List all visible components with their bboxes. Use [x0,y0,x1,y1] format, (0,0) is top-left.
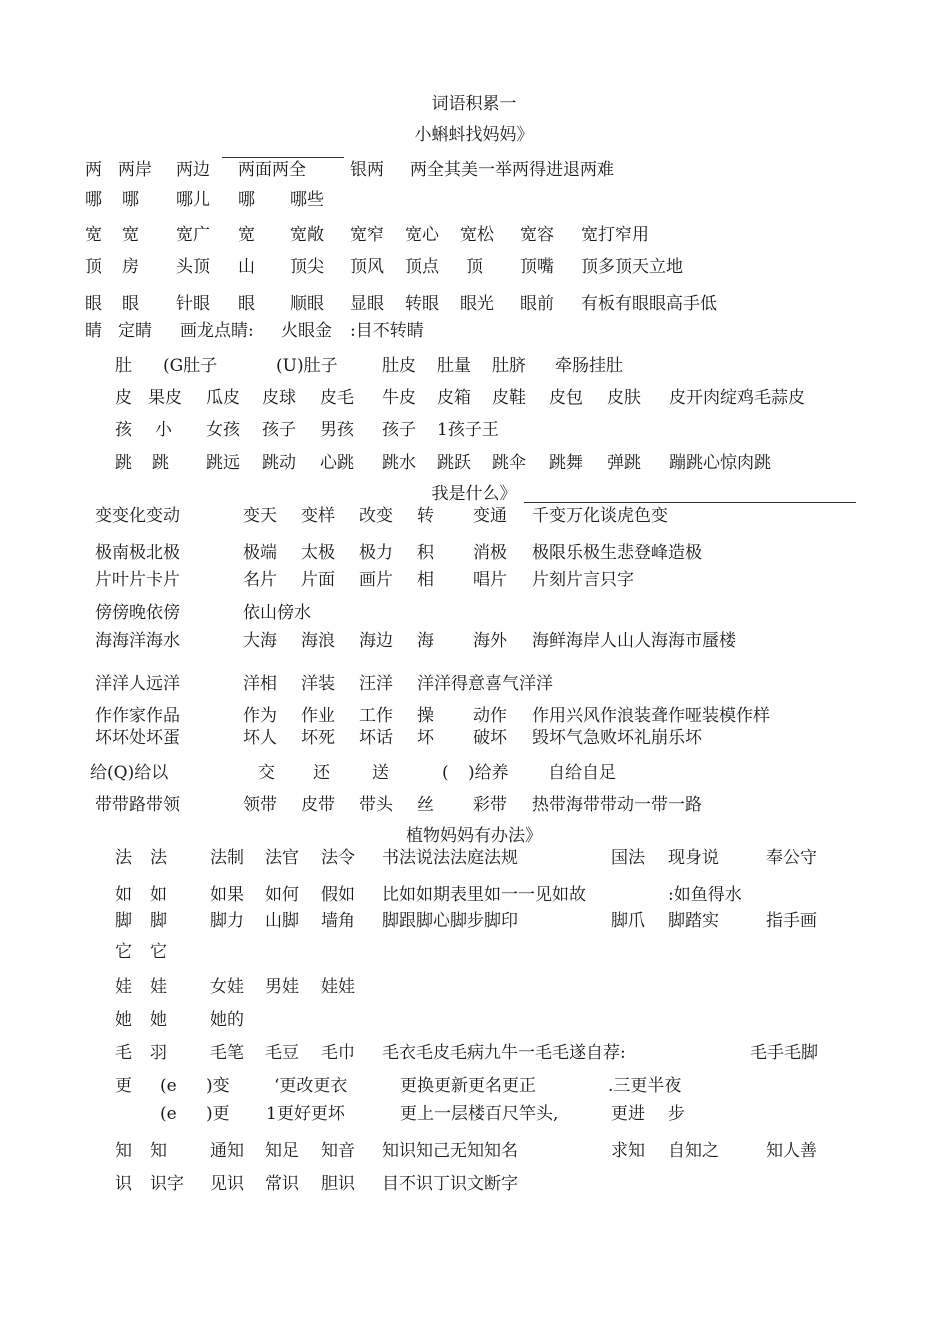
word-item: 牛皮 [382,388,416,408]
entry-character: 皮 [115,388,132,408]
word-item: 顺眼 [290,294,324,314]
word-item: 心跳 [320,453,354,473]
word-item: 极力 [359,543,393,563]
word-item: 脚力 [210,911,244,931]
word-item: 墙角 [321,911,355,931]
word-item: 1孩子王 [437,420,499,440]
entry-character: 跳 [115,453,132,473]
word-item: 消极 [473,543,507,563]
word-item: 毛笔 [210,1043,244,1063]
word-item: 它 [150,942,167,962]
word-item: 蹦跳心惊肉跳 [669,453,771,473]
word-item: 女娃 [210,977,244,997]
word-item: 假如 [321,885,355,905]
word-item: 肚脐 [492,356,526,376]
word-item: 海外 [473,631,507,651]
word-item: 知足 [265,1141,299,1161]
word-item: 名片 [243,570,277,590]
word-item: )更 [206,1104,230,1124]
word-item: (U)肚子 [276,356,338,376]
entry-character: 哪 [85,190,102,210]
word-item: 两全其美一举两得进退两难 [410,160,614,180]
word-item: 改变 [359,506,393,526]
word-item: 比如如期表里如一一见如故 [382,885,586,905]
word-item: 宽 [122,225,139,245]
word-item: 眼光 [460,294,494,314]
word-item: 大海 [243,631,277,651]
word-item: .三更半夜 [608,1076,682,1096]
word-item: ‘更改更衣 [274,1076,348,1096]
document-title: 词语积累一 [431,94,517,114]
entry-character: (e [160,1104,177,1124]
word-item: 顶点 [405,257,439,277]
word-item: 坏死 [301,728,335,748]
word-item: 坏 [417,728,434,748]
entry-character: 傍傍晚依傍 [95,603,180,623]
word-item: 跳伞 [492,453,526,473]
word-item: 定睛 [118,321,152,341]
word-item: 脚爪 [611,911,645,931]
entry-character: 变变化变动 [95,506,180,526]
section-heading: 我是什么》 [431,484,517,504]
word-item: 更换更新更名更正 [400,1076,536,1096]
word-item: 宽打窄用 [581,225,649,245]
word-item: 坏话 [359,728,393,748]
word-item: (G肚子 [163,356,218,376]
word-item: 娃娃 [321,977,355,997]
word-item: 眼 [122,294,139,314]
word-item: 两边 [176,160,210,180]
word-item: 跳舞 [549,453,583,473]
section-heading: 植物妈妈有办法》 [406,826,542,846]
word-item: ( [442,763,449,783]
word-item: 肚皮 [382,356,416,376]
word-item: 热带海带带动一带一路 [532,795,702,815]
word-item: 宽心 [405,225,439,245]
word-item: 哪些 [290,190,324,210]
word-item: :如鱼得水 [668,885,742,905]
word-item: 现身说 [668,848,719,868]
word-item: 奉公守 [766,848,817,868]
word-item: 有板有眼眼高手低 [581,294,717,314]
word-item: 宽容 [520,225,554,245]
word-item: 求知 [611,1141,645,1161]
word-item: 作业 [301,706,335,726]
entry-character: 更 [115,1076,132,1096]
entry-character: 如 [115,885,132,905]
entry-character: 脚 [115,911,132,931]
word-item: 火眼金 [281,321,332,341]
word-item: 唱片 [473,570,507,590]
word-item: 顶尖 [290,257,324,277]
word-item: 胆识 [321,1174,355,1194]
entry-character: 片叶片卡片 [95,570,180,590]
word-item: 千变万化谈虎色变 [532,506,668,526]
word-item: 如何 [265,885,299,905]
word-item: 领带 [243,795,277,815]
word-item: 顶风 [350,257,384,277]
fill-blank-line [524,502,856,503]
entry-character: 法 [115,848,132,868]
word-item: 操 [417,706,434,726]
word-item: 海边 [359,631,393,651]
word-item: 哪 [122,190,139,210]
word-item: 送 [372,763,389,783]
word-item: 海鲜海岸人山人海海市蜃楼 [532,631,736,651]
word-item: 羽 [150,1043,167,1063]
word-item: 皮箱 [437,388,471,408]
word-item: 脚 [150,911,167,931]
word-item: 果皮 [148,388,182,408]
word-item: 海浪 [301,631,335,651]
word-item: 皮带 [301,795,335,815]
word-item: 银两 [350,160,384,180]
word-item: 眼 [238,294,255,314]
word-item: 知识知己无知知名 [382,1141,518,1161]
word-item: 见识 [210,1174,244,1194]
word-item: 弹跳 [607,453,641,473]
word-item: 破坏 [473,728,507,748]
word-item: 娃 [150,977,167,997]
word-item: 瓜皮 [206,388,240,408]
word-item: 法 [150,848,167,868]
word-item: 牵肠挂肚 [555,356,623,376]
word-item: 极端 [243,543,277,563]
entry-character: 海海洋海水 [95,631,180,651]
word-item: 极限乐极生悲登峰造极 [532,543,702,563]
word-item: 跳远 [206,453,240,473]
word-item: 坏人 [243,728,277,748]
word-item: 跳动 [262,453,296,473]
word-item: 针眼 [176,294,210,314]
word-item: 画龙点睛: [180,321,254,341]
entry-character: 娃 [115,977,132,997]
word-item: 国法 [611,848,645,868]
word-item: 洋相 [243,674,277,694]
entry-character: 宽 [85,225,102,245]
word-item: 动作 [473,706,507,726]
entry-character: 孩 [115,420,132,440]
word-item: 显眼 [350,294,384,314]
word-item: )给养 [468,763,509,783]
word-item: 孩子 [382,420,416,440]
word-item: 跳水 [382,453,416,473]
word-item: 男娃 [265,977,299,997]
word-item: 太极 [301,543,335,563]
word-item: 宽 [238,225,255,245]
word-item: 毁坏气急败坏礼崩乐坏 [532,728,702,748]
word-item: 自给自足 [548,763,616,783]
word-item: 皮包 [549,388,583,408]
word-item: 转 [417,506,434,526]
word-item: 彩带 [473,795,507,815]
word-item: 交 [258,763,275,783]
section-heading: 小蝌蚪找妈妈》 [414,125,534,145]
word-item: 顶 [466,257,483,277]
word-item: 作用兴风作浪装聋作哑装模作样 [532,706,770,726]
word-item: 山 [238,257,255,277]
word-item: 知人善 [766,1141,817,1161]
word-item: 相 [417,570,434,590]
word-item: 毛巾 [321,1043,355,1063]
word-item: 宽敞 [290,225,324,245]
entry-character: 睛 [85,321,102,341]
word-item: 步 [668,1104,685,1124]
word-item: 画片 [359,570,393,590]
word-item: 目不识丁识文断字 [382,1174,518,1194]
entry-character: 坏坏处坏蛋 [95,728,180,748]
word-item: 女孩 [206,420,240,440]
fill-blank-line [222,157,344,158]
word-item: 自知之 [668,1141,719,1161]
word-item: 常识 [265,1174,299,1194]
word-item: 山脚 [265,911,299,931]
word-item: 海 [417,631,434,651]
word-item: 皮球 [262,388,296,408]
word-item: 丝 [417,795,434,815]
entry-character: 它 [115,942,132,962]
word-item: 知音 [321,1141,355,1161]
word-item: 孩子 [262,420,296,440]
word-item: 片面 [301,570,335,590]
entry-character: 肚 [115,356,132,376]
word-item: 片刻片言只字 [532,570,634,590]
word-item: 知 [150,1141,167,1161]
word-item: 皮肤 [607,388,641,408]
word-item: 书法说法法庭法规 [382,848,518,868]
word-item: 房 [122,257,139,277]
word-item: 工作 [359,706,393,726]
word-item: 跳 [152,453,169,473]
entry-character: 两 [85,160,102,180]
word-item: :目不转睛 [350,321,424,341]
word-item: 两岸 [118,160,152,180]
word-item: )变 [206,1076,230,1096]
entry-character: 极南极北极 [95,543,180,563]
entry-character: 识 [115,1174,132,1194]
word-item: 带头 [359,795,393,815]
word-item: 皮毛 [320,388,354,408]
word-item: 宽广 [176,225,210,245]
word-item: 法制 [210,848,244,868]
word-item: 作为 [243,706,277,726]
word-item: 1更好更坏 [266,1104,345,1124]
word-item: 两面两全 [238,160,306,180]
word-item: 变天 [243,506,277,526]
word-item: 她 [150,1010,167,1030]
entry-character: 洋洋人远洋 [95,674,180,694]
word-item: 皮开肉绽鸡毛蒜皮 [669,388,805,408]
word-item: (e [160,1076,177,1096]
word-item: 头顶 [176,257,210,277]
word-item: 哪儿 [176,190,210,210]
entry-character: 知 [115,1141,132,1161]
word-item: 皮鞋 [492,388,526,408]
word-item: 脚跟脚心脚步脚印 [382,911,518,931]
entry-character: 作作家作品 [95,706,180,726]
word-item: 法令 [321,848,355,868]
entry-character: 毛 [115,1043,132,1063]
word-item: 洋装 [301,674,335,694]
word-item: 法官 [265,848,299,868]
word-item: 识字 [150,1174,184,1194]
word-item: 积 [417,543,434,563]
word-item: 还 [313,763,330,783]
word-item: 如 [150,885,167,905]
word-item: 顶嘴 [520,257,554,277]
entry-character: 给(Q)给以 [90,763,169,783]
word-item: 指手画 [766,911,817,931]
word-item: 她的 [210,1010,244,1030]
word-item: 变通 [473,506,507,526]
word-item: 洋洋得意喜气洋洋 [417,674,553,694]
word-item: 通知 [210,1141,244,1161]
word-item: 汪洋 [359,674,393,694]
word-item: 眼前 [520,294,554,314]
word-item: 小 [155,420,172,440]
word-item: 变样 [301,506,335,526]
word-item: 宽窄 [350,225,384,245]
word-item: 毛手毛脚 [750,1043,818,1063]
entry-character: 顶 [85,257,102,277]
word-item: 依山傍水 [243,603,311,623]
word-item: 顶多顶天立地 [581,257,683,277]
word-item: 转眼 [405,294,439,314]
word-item: 肚量 [437,356,471,376]
word-item: 更进 [611,1104,645,1124]
word-item: 男孩 [320,420,354,440]
word-item: 毛衣毛皮毛病九牛一毛毛遂自荐: [382,1043,626,1063]
word-item: 脚踏实 [668,911,719,931]
word-item: 如果 [210,885,244,905]
word-item: 宽松 [460,225,494,245]
word-item: 跳跃 [437,453,471,473]
entry-character: 眼 [85,294,102,314]
word-item: 更上一层楼百尺竿头, [400,1104,559,1124]
word-item: 毛豆 [265,1043,299,1063]
entry-character: 带带路带领 [95,795,180,815]
entry-character: 她 [115,1010,132,1030]
word-item: 哪 [238,190,255,210]
